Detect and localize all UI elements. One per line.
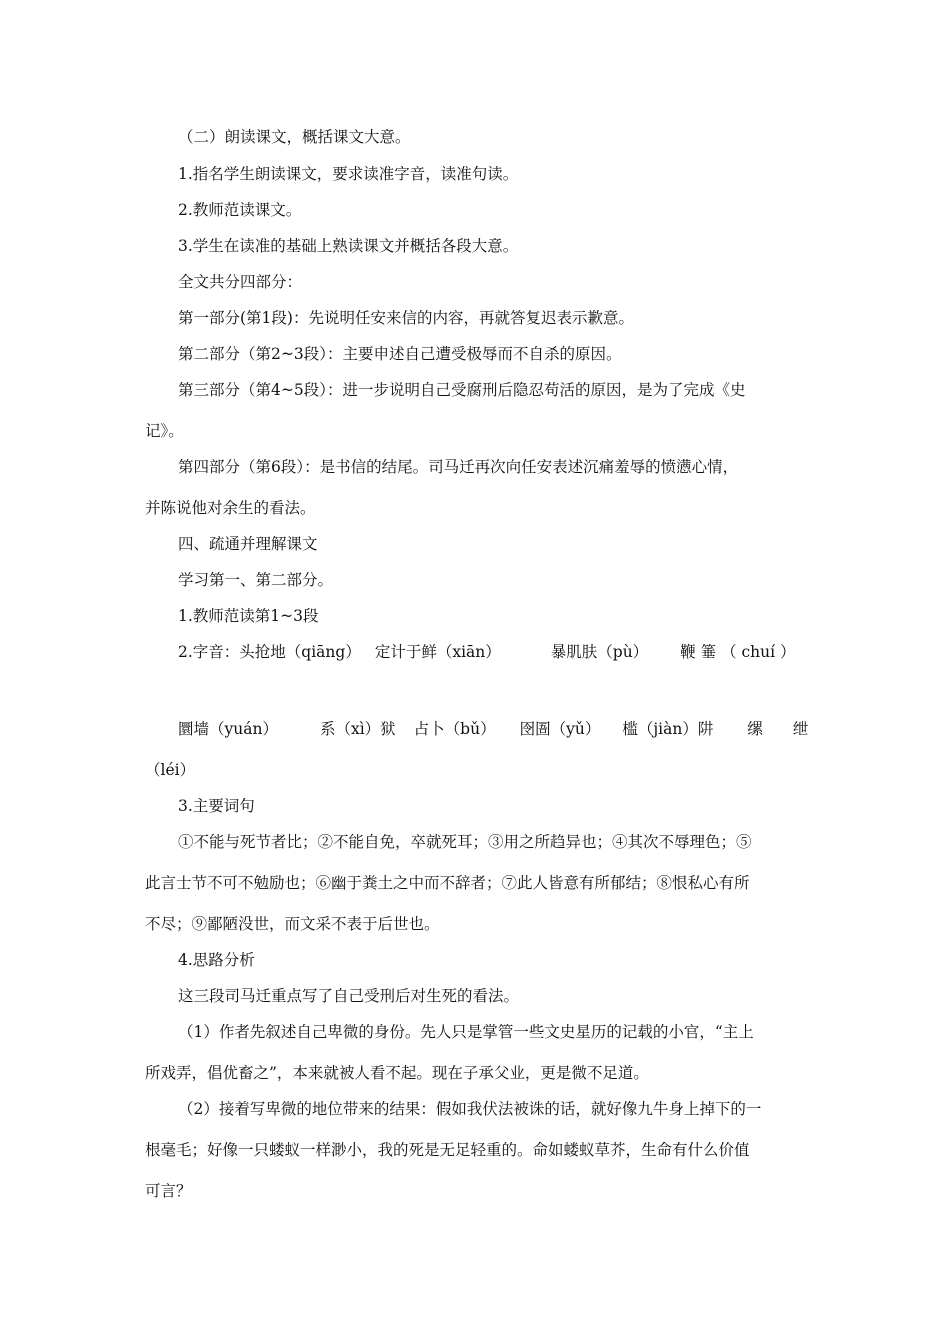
step-summarize: 3.学生在读准的基础上熟读课文并概括各段大意。 [178,237,519,255]
study-parts: 学习第一、第二部分。 [178,571,334,589]
step-student-reading: 1.指名学生朗读课文，要求读准字音，读准句读。 [178,165,519,183]
step-key-phrases: 3.主要词句 [178,797,255,815]
pronunciation-item: 系（xì）狱 [319,720,396,738]
part-four-line-2: 并陈说他对余生的看法。 [145,499,316,517]
part-one: 第一部分(第1段)：先说明任安来信的内容，再就答复迟表示歉意。 [178,309,634,327]
pronunciation-item: 缧 [747,720,763,738]
section-heading-reading: （二）朗读课文，概括课文大意。 [178,128,411,146]
section-heading-understanding: 四、疏通并理解课文 [178,535,318,553]
part-four-line-1: 第四部分（第6段）：是书信的结尾。司马迁再次向任安表述沉痛羞辱的愤懑心情， [178,458,739,476]
analysis-2-line-2: 根毫毛；好像一只蝼蚁一样渺小，我的死是无足轻重的。命如蝼蚁草芥，生命有什么价值 [145,1141,750,1159]
parts-intro: 全文共分四部分： [178,273,303,291]
pronunciation-row-2 [178,719,808,739]
pronunciation-item: 暴肌肤（pù） [550,643,649,661]
analysis-2-line-1: （2）接着写卑微的地位带来的结果：假如我伏法被诛的话，就好像九牛身上掉下的一 [178,1100,762,1118]
pronunciation-row-1 [178,642,795,662]
pronunciation-item: 槛（jiàn）阱 [622,720,714,738]
analysis-1-line-1: （1）作者先叙述自己卑微的身份。先人只是掌管一些文史星历的记载的小官，“主上 [178,1023,754,1041]
phrases-line-2: 此言士节不可不勉励也；⑥幽于粪土之中而不辞者；⑦此人皆意有所郁结；⑧恨私心有所 [145,874,750,892]
pronunciation-item: 占卜（bǔ） [413,720,496,738]
phrases-line-3: 不尽；⑨鄙陋没世，而文采不表于后世也。 [145,915,440,933]
pronunciation-item: 鞭 箠 （ chuí ） [680,643,796,661]
analysis-1-line-2: 所戏弄，倡优畜之”，本来就被人看不起。现在子承父业，更是微不足道。 [145,1064,649,1082]
pronunciation-item: 绁 [792,720,809,738]
pronunciation-row-2-end: （léi） [145,761,196,779]
analysis-2-line-3: 可言？ [145,1182,192,1200]
pronunciation-label: 2.字音： [178,643,240,661]
part-three-line-1: 第三部分（第4~5段）：进一步说明自己受腐刑后隐忍苟活的原因，是为了完成《史 [178,381,746,399]
pronunciation-item: 圜墙（yuán） [178,720,278,738]
phrases-line-1: ①不能与死节者比；②不能自免，卒就死耳；③用之所趋异也；④其次不辱理色；⑤ [178,833,752,851]
step-teacher-reading: 2.教师范读课文。 [178,201,302,219]
pronunciation-item: 头抢地（qiāng） [239,643,361,661]
step-teacher-model-reading: 1.教师范读第1~3段 [178,607,319,625]
part-two: 第二部分（第2~3段）：主要申述自己遭受极辱而不自杀的原因。 [178,345,622,363]
part-three-line-2: 记》。 [145,422,184,440]
pronunciation-item: 定计于鲜（xiān） [374,643,501,661]
pronunciation-item: 囹圄（yǔ） [519,720,601,738]
analysis-intro: 这三段司马迁重点写了自己受刑后对生死的看法。 [178,987,520,1005]
step-analysis: 4.思路分析 [178,951,255,969]
